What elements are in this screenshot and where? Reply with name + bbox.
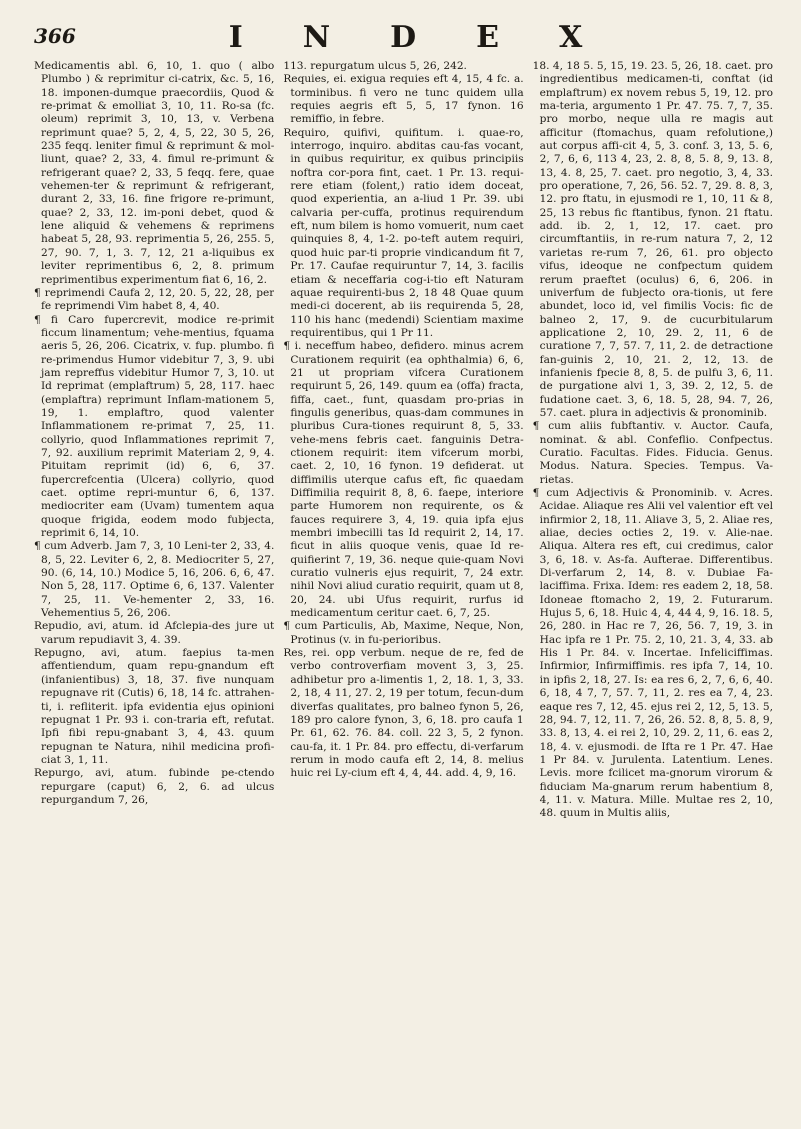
index-entry: 113. repurgatum ulcus 5, 26, 242. bbox=[283, 60, 467, 72]
index-entry: ¶ fi Caro fupercrevit, modice re-primit ficcum linamentum; vehe-mentius, fquama aeris 5, 26, 206. Cicatrix, v. fup. plumbo. fi re-primendus Humor videbitur 7, 3, 9. ubi jam repreffus videbitur Humor 7, 3, 10. ut Id reprimat (emplaftrum) 5, 28, 117. haec (emplaftra) reprimunt Inflam-mationem 5, 19, 1. emplaftro, quod valenter Inflammationem re-primat 7, 25, 11. collyrio, quod Inflammationes reprimit 7, 7, 92. auxilium reprimit Materiam 2, 9, 4. Pituitam reprimit (id) 6, 6, 37. fupercrefcentia (Ulcera) collyrio, quod caet. optime repri-muntur 6, 6, 137. mediocriter eam (Uvam) tumentem aqua quoque frigida, eodem modo fubjecta, reprimit 6, 14, 10. bbox=[34, 313, 275, 540]
page-number: 366 bbox=[34, 24, 76, 48]
index-entry: ¶ reprimendi Caufa 2, 12, 20. 5, 22, 28, per fe reprimendi Vim habet 8, 4, 40. bbox=[34, 286, 275, 313]
running-title: INDEX bbox=[228, 20, 643, 55]
index-entry: 18. 4, 18 5. 5, 15, 19. 23. 5, 26, 18. caet. pro ingredientibus medicamen-ti, conftat (id emplaftrum) ex novem rebus 5, 19, 12. pro ma-teria, argumento 1 Pr. 47. 75. 7, 7, 35. pro morbo, neque ulla re magis aut afficitur (ftomachus, quam refolutione,) aut corpus affi-cit 4, 5, 3. conf. 3, 13, 5. 6, 2, 7, 6, 6, 113 4, 23, 2. 8, 8, 5. 8, 9, 13. 8, 13, 4. 8, 25, 7. caet. pro negotio, 3, 4, 33. pro operatione, 7, 26, 56. 52. 7, 29. 8. 8, 3, 12. pro ftatu, in ejusmodi re 1, 10, 11 & 8, 25, 13 rebus fic ftantibus, fynon. 21 ftatu. add. ib. 2, 1, 12, 17. caet. pro circumftantiis, in re-rum natura 7, 2, 12 varietas re-rum 7, 26, 61. pro objecto vifus, ideoque ne confpectum quidem rerum praeftet (oculus) 6, 6, 206. in univerfum de fubjecto ora-tionis, ut fere abundet, loco id, vel fimilis Vocis: fic de balneo 2, 17, 9. de cucurbitularum applicatione 2, 10, 29. 2, 11, 6 de curatione 7, 7, 57. 7, 11, 2. de detractione fan-guinis 2, 10, 21. 2, 12, 13. de infanienis fpecie 8, 8, 5. de pulfu 3, 6, 11. de purgatione alvi 1, 3, 39. 2, 12, 5. de fudatione caet. 3, 6, 18. 5, 28, 94. 7, 26, 57. caet. plura in adjectivis & pronominib. bbox=[532, 60, 773, 419]
index-entry: Repugno, avi, atum. faepius ta-men affentiendum, quam repu-gnandum eft (infanientibus) 3, 18, 37. five nunquam repugnave rit (Cutis) 6, 18, 14 fc. attrahen-ti, i. refliterit. ipfa evidentia ejus opinioni repugnat 1 Pr. 93 i. con-traria eft, refutat. Ipfi fibi repu-gnabant 3, 4, 43. quum repugnan te Natura, nihil medicina profi-ciat 3, 1, 11. bbox=[34, 647, 275, 766]
index-entry: ¶ cum Particulis, Ab, Maxime, Neque, Non, Protinus (v. in fu-perioribus. bbox=[283, 620, 524, 646]
index-entry: ¶ cum Adverb. Jam 7, 3, 10 Leni-ter 2, 33, 4. 8, 5, 22. Leviter 6, 2, 8. Mediocriter 5, 27, 90. (6, 14, 10.) Modice 5, 16, 206. 6, 6, 47. Non 5, 28, 117. Optime 6, 6, 137. Valenter 7, 25, 11. Ve-hementer 2, 33, 16. Vehementius 5, 26, 206. bbox=[34, 540, 275, 620]
index-entry: Res, rei. opp verbum. neque de re, fed de verbo controverfiam movent 3, 3, 25. adhibetur pro a-limentis 1, 2, 18. 1, 3, 33. 2, 18, 4 11, 27. 2, 19 per totum, fecun-dum diverfas qualitates, pro balneo fynon 5, 26, 189 pro calore fynon, 3, 6, 18. pro caufa 1 Pr. 61, 62. 76. 84. coll. 22 3, 5, 2 fynon. cau-fa, it. 1 Pr. 84. pro effectu, di-verfarum rerum in modo caufa eft 2, 14, 8. melius huic rei Ly-cium eft 4, 4, 44. add. 4, 9, 16. bbox=[283, 647, 524, 780]
index-entry: Requiro, quifivi, quifitum. i. quae-ro, interrogo, inquiro. abditas cau-fas vocant, in quibus requiritur, ex quibus principiis noftra cor-pora fint, caet. 1 Pr. 13. requi-rere etiam (folent,) ratio idem doceat, quod experientia, an a-liud 1 Pr. 39. ubi calvaria per-cuffa, protinus requirendum eft, num bilem is homo vomuerit, num caet quinquies 8, 4, 1-2. po-teft autem requiri, quod huic par-ti proprie vindicandum fit 7, Pr. 17. Caufae requiruntur 7, 14, 3. facilis etiam & neceffaria cog-i-tio eft Naturam aquae requirenti-bus 2, 18 48 Quae quum medi-ci docerent, ab iis requirenda 5, 28, 110 his hanc (medendi) Scientiam maxime requirentibus, qui 1 Pr 11. bbox=[283, 126, 524, 339]
page-header bbox=[34, 18, 767, 58]
index-entry: Requies, ei. exigua requies eft 4, 15, 4 fc. a. torminibus. fi vero ne tunc quidem ulla requies aegris eft 5, 5, 17 fynon. 16 remiffio, in febre. bbox=[283, 73, 524, 126]
index-entry: Medicamentis abl. 6, 10, 1. quo ( albo Plumbo ) & reprimitur ci-catrix, &c. 5, 16, 18. imponen-dumque praecordiis, Quod & re-primat & emolliat 3, 10, 11. Ro-sa (fc. oleum) reprimit 3, 10, 13, v. Verbena reprimunt quae? 5, 2, 4, 5, 22, 30 5, 26, 235 feqq. leniter fimul & reprimunt & mol-liunt, quae? 2, 33, 4. fimul re-primunt & refrigerant quae? 2, 33, 5 feqq. fere, quae vehemen-ter & reprimunt & refrigerant, durant 2, 33, 16. fine frigore re-primunt, quae? 2, 33, 12. im-poni debet, quod & lene aliquid & vehemens & reprimens habeat 5, 28, 93. reprimentia 5, 26, 255. 5, 27, 90. 7, 1, 3. 7, 12, 21 a-liquibus ex leviter reprimentibus 6, 2, 8. primum reprimentibus experimentum fiat 6, 16, 2. bbox=[34, 60, 275, 286]
index-entry: ¶ cum Adjectivis & Pronominib. v. Acres. Acidae. Aliaque res Alii vel valentior eft vel infirmior 2, 18, 11. Aliave 3, 5, 2. Aliae res, aliae, decies octies 2, 19. v. Alie-nae. Aliqua. Altera res eft, cui credimus, calor 3, 6, 18. v. As-fa. Aufterae. Differentibus. Di-verfarum 2, 14, 8. v. Dubiae Fa-laciffima. Frixa. Idem: res eadem 2, 18, 58. Idoneae ftomacho 2, 19, 2. Futurarum. Hujus 5, 6, 18. Huic 4, 4, 44 4, 9, 16. 18. 5, 26, 280. in Hac re 7, 26, 56. 7, 19, 3. in Hac ipfa re 1 Pr. 75. 2, 10, 21. 3, 4, 33. ab His 1 Pr. 84. v. Incertae. Infeliciffimas. Infirmior, Infirmiffimis. res ipfa 7, 14, 10. in ipfis 2, 18, 27. Is: ea res 6, 2, 7, 6, 6, 40. 6, 18, 4 7, 7, 57. 7, 11, 2. res ea 7, 4, 23. eaque res 7, 12, 45. ejus rei 2, 12, 5, 13. 5, 28, 94. 7, 12, 11. 7, 26, 26. 52. 8, 8, 5. 8, 9, 33. 8, 13, 4. ei rei 2, 10, 29. 2, 11, 6. eas 2, 18, 4. v. ejusmodi. de Ifta re 1 Pr. 47. Hae 1 Pr 84. v. Jurulenta. Latentium. Lenes. Levis. more fcilicet ma-gnorum virorum & fiduciam Ma-gnarum rerum habentium 8, 4, 11. v. Matura. Mille. Multae res 2, 10, 48. quum in Multis aliis, bbox=[532, 487, 773, 820]
index-column-3 bbox=[533, 60, 773, 1113]
index-entry: ¶ i. neceffum habeo, defidero. minus acrem Curationem requirit (ea ophthalmia) 6, 6, 21 ut propriam vifcera Curationem requirunt 5, 26, 149. quum ea (offa) fracta, fiffa, caet., funt, quasdam pro-prias in fingulis generibus, quas-dam communes in pluribus Cura-tiones requirunt 8, 5, 33. vehe-mens febris caet. fanguinis Detra-ctionem requirit: item vifcerum morbi, caet. 2, 10, 16 fynon. 19 defiderat. ut diffimilis uterque cafus eft, fic quaedam Diffimilia requirit 8, 8, 6. faepe, interiore parte Humorem non requirente, os & fauces requirere 3, 4, 19. quia ipfa ejus membri imbecilli tas Id requirit 2, 14, 17. ficut in aliis quoque venis, quae Id re-quifierint 7, 19, 36. neque quie-quam Novi curatio vulneris ejus requirit, 7, 24 extr. nihil Novi aliud curatio requirit, quam ut 8, 20, 24. ubi Ufus requirit, rurfus id medicamentum ceritur caet. 6, 7, 25. bbox=[283, 340, 524, 620]
index-entry: Repudio, avi, atum. id Afclepia-des jure ut varum repudiavit 3, 4. 39. bbox=[34, 620, 275, 646]
index-columns bbox=[34, 60, 773, 1113]
index-entry: Repurgo, avi, atum. fubinde pe-ctendo repurgare (caput) 6, 2, 6. ad ulcus repurgandum 7, 26, bbox=[34, 767, 275, 806]
index-entry: ¶ cum aliis fubftantiv. v. Auctor. Caufa, nominat. & abl. Confeflio. Confpectus. Curatio. Facultas. Fides. Fiducia. Genus. Modus. Natura. Species. Tempus. Va-rietas. bbox=[532, 420, 773, 486]
index-column-1 bbox=[34, 60, 274, 1113]
index-column-2 bbox=[283, 60, 523, 1113]
